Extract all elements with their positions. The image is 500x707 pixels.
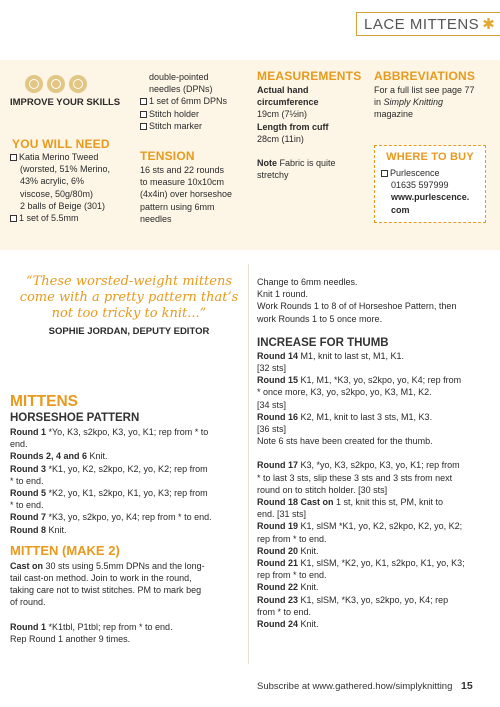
round-text: * to end. [10, 500, 44, 511]
abbreviations-text [374, 84, 475, 121]
round-label: Round 1 [10, 427, 46, 437]
round-label: Round 16 [257, 411, 299, 422]
need-item: 1 set of 5.5mm [19, 213, 79, 224]
supplier-url[interactable]: www.purlescence. [391, 192, 470, 203]
round-label: Round 8 [10, 524, 46, 535]
round-text: tail cast-on method. Join to work in the round, [10, 573, 192, 584]
round-text: K1, slSM, *K3, yo, s2kpo, yo, K4; rep [298, 594, 449, 605]
magazine-name: Simply Knitting [383, 97, 444, 108]
need-item: (worsted, 51% Merino, [20, 164, 111, 175]
measure-line: Actual hand [257, 85, 309, 95]
round-label: Round 21 [257, 558, 299, 569]
subscribe-link[interactable]: Subscribe at www.gathered.how/simplyknitting [257, 681, 453, 692]
round-text: * once more, K3, yo, s2kpo, yo, K3, M1, K2. [257, 387, 432, 398]
need-list [10, 151, 110, 224]
yarn-ball-icon [69, 75, 87, 93]
need-item: Katia Merino Tweed [19, 152, 99, 162]
round-label: Round 22 [257, 582, 299, 593]
round-text: * to last 3 sts, slip these 3 sts and 3 sts from next [257, 472, 453, 483]
supplier-name: Purlescence [390, 168, 440, 178]
round-text: Knit. [298, 619, 319, 630]
supply-item: Stitch holder [149, 108, 200, 119]
round-label: Rounds 2, 4 and 6 [10, 451, 88, 462]
quote-author: SOPHIE JORDAN, DEPUTY EDITOR [48, 326, 210, 337]
checkbox-icon [10, 154, 17, 161]
round-text: K1, M1, *K3, yo, s2kpo, yo, K4; rep from [298, 375, 462, 386]
round-text: round on to stitch holder. [30 sts] [257, 484, 388, 495]
round-label: Round 1 [10, 621, 46, 632]
skill-level-icons [25, 75, 91, 98]
measure-line: circumference [257, 97, 319, 108]
round-text: of round. [10, 597, 46, 608]
supplier-url[interactable]: com [391, 204, 410, 215]
round-label: Round 18 Cast on [257, 497, 334, 508]
quote-line: “These worsted-weight mittens [25, 274, 233, 289]
need-item: 2 balls of Beige (301) [20, 200, 106, 211]
round-text: Knit. [87, 451, 108, 462]
round-text: *K1tbl, P1tbl; rep from * to end. [46, 621, 173, 632]
supply-item: double-pointed [149, 72, 209, 82]
round-label: Round 7 [10, 512, 46, 523]
footer [257, 680, 473, 692]
checkbox-icon [140, 123, 147, 130]
abbr-line: magazine [374, 109, 414, 120]
round-label: Round 17 [257, 460, 299, 471]
round-text: Knit. [46, 524, 67, 535]
need-heading: YOU WILL NEED [12, 137, 110, 151]
section-tag [356, 12, 500, 36]
supplies-list [140, 71, 227, 132]
round-text: 30 sts using 5.5mm DPNs and the long- [43, 560, 205, 571]
round-text: [32 sts] [257, 363, 287, 374]
note-text: Fabric is quite [277, 158, 336, 169]
horseshoe-heading: HORSESHOE PATTERN [10, 412, 140, 424]
instruction-line: work Rounds 1 to 5 once more. [257, 313, 383, 324]
tension-text [140, 164, 232, 225]
round-text: end. [10, 439, 28, 450]
round-text: 1 st, knit this st, PM, knit to [333, 497, 444, 508]
tension-line: 16 sts and 22 rounds [140, 165, 225, 175]
round-text: Knit. [298, 545, 319, 556]
round-text: *K2, yo, K1, s2kpo, K1, yo, K3; rep from [46, 488, 208, 499]
thumb-heading: INCREASE FOR THUMB [257, 336, 389, 349]
note-text: stretchy [257, 170, 289, 181]
supply-item: 1 set of 6mm DPNs [149, 96, 228, 107]
round-text: M1, knit to last st, M1, K1. [298, 350, 405, 361]
tension-line: needles [140, 213, 172, 224]
need-item: 43% acrylic, 6% [20, 176, 85, 187]
section-title: LACE MITTENS [364, 15, 480, 33]
supply-item: needles (DPNs) [149, 84, 213, 95]
round-label: Round 23 [257, 594, 299, 605]
round-text: K3, *yo, K3, s2kpo, K3, yo, K1; rep from [298, 460, 460, 471]
round-text: *K1, yo, K2, s2kpo, K2, yo, K2; rep from [46, 463, 208, 474]
round-text: [34 sts] [257, 399, 287, 410]
mittens-heading: MITTENS [10, 393, 79, 410]
column-divider [248, 264, 249, 664]
where-to-buy-heading: WHERE TO BUY [386, 151, 474, 163]
star-icon: ✱ [482, 16, 495, 33]
left-column [10, 393, 246, 645]
mitten-heading: MITTEN (MAKE 2) [10, 542, 120, 558]
note-text: Note 6 sts have been created for the thumb. [257, 436, 433, 447]
tension-line: to measure 10x10cm [140, 177, 225, 188]
round-label: Round 24 [257, 619, 299, 630]
round-label: Round 14 [257, 350, 299, 361]
round-text: *Yo, K3, s2kpo, K3, yo, K1; rep from * to [46, 427, 209, 437]
round-label: Round 15 [257, 375, 299, 386]
instruction-line: Work Rounds 1 to 8 of of Horseshoe Pattern, then [257, 301, 457, 312]
measure-line: 28cm (11in) [257, 133, 304, 144]
where-to-buy-box [374, 145, 486, 223]
checkbox-icon [10, 215, 17, 222]
round-text: *K3, yo, s2kpo, yo, K4; rep from * to end. [46, 512, 212, 523]
round-text: taking care not to twist stitches. PM to mark beg [10, 585, 202, 596]
yarn-ball-icon [25, 75, 43, 93]
round-text: Knit. [298, 582, 319, 593]
skills-label: IMPROVE YOUR SKILLS [10, 97, 121, 108]
yarn-ball-icon [47, 75, 65, 93]
instruction-line: Knit 1 round. [257, 289, 309, 300]
need-item: viscose, 50g/80m) [20, 188, 94, 199]
round-text: end. [31 sts] [257, 509, 307, 520]
supply-item: Stitch marker [149, 120, 203, 131]
round-text: from * to end. [257, 606, 312, 617]
round-label: Round 19 [257, 521, 299, 532]
tension-line: pattern using 6mm [140, 201, 215, 212]
tension-line: (4x4in) over horseshoe [140, 189, 233, 200]
round-label: Round 5 [10, 488, 46, 499]
round-text: K1, slSM, *K2, yo, K1, s2kpo, K1, yo, K3; [298, 558, 465, 569]
abbreviations-heading: ABBREVIATIONS [374, 69, 476, 83]
checkbox-icon [140, 111, 147, 118]
measurements-heading: MEASUREMENTS [257, 69, 362, 83]
supplier-phone: 01635 597999 [391, 180, 449, 191]
round-text: Rep Round 1 another 9 times. [10, 633, 131, 644]
pull-quote [18, 274, 240, 338]
abbr-line: in [374, 97, 384, 108]
checkbox-icon [381, 170, 388, 177]
round-text: * to end. [10, 475, 44, 486]
checkbox-icon [140, 98, 147, 105]
measurements-text [257, 84, 336, 181]
note-label: Note [257, 158, 277, 169]
tension-heading: TENSION [140, 149, 195, 163]
quote-line: not too tricky to knit...” [51, 306, 207, 321]
quote-line: come with a pretty pattern that’s [19, 290, 239, 305]
abbr-line: For a full list see page 77 [374, 85, 475, 95]
right-column [257, 276, 493, 630]
measure-line: 19cm (7½in) [257, 109, 308, 120]
round-label: Cast on [10, 560, 44, 571]
round-text: K2, M1, knit to last 3 sts, M1, K3. [298, 411, 433, 422]
round-text: [36 sts] [257, 424, 287, 435]
round-text: rep from * to end. [257, 570, 327, 581]
instruction-line: Change to 6mm needles. [257, 277, 358, 287]
round-text: rep from * to end. [257, 533, 327, 544]
measure-line: Length from cuff [257, 121, 329, 132]
round-label: Round 20 [257, 545, 299, 556]
round-label: Round 3 [10, 463, 46, 474]
page-number: 15 [461, 680, 473, 692]
round-text: K1, slSM *K1, yo, K2, s2kpo, K2, yo, K2; [298, 521, 463, 532]
